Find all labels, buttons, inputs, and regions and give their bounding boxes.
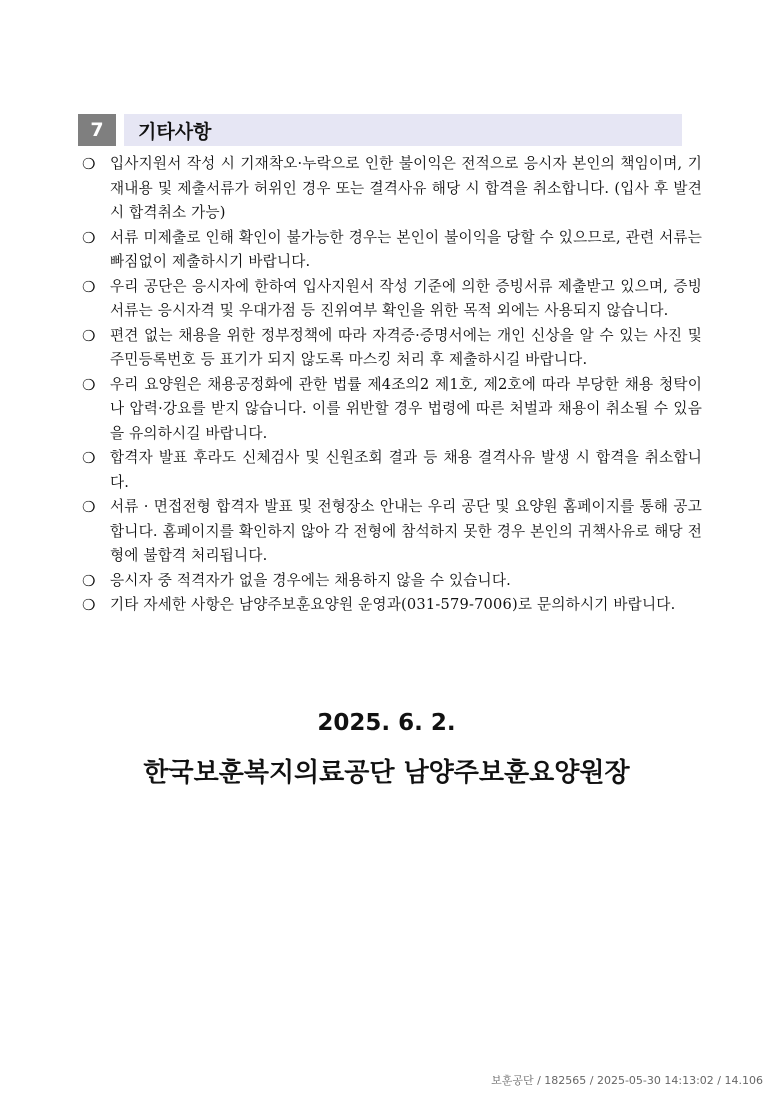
list-item-text: 입사지원서 작성 시 기재착오·누락으로 인한 불이익은 전적으로 응시자 본인의 책임이며, 기재내용 및 제출서류가 허위인 경우 또는 결격사유 해당 시 합격을 취소합니다. (입사 후 발견 시 합격취소 가능) bbox=[110, 155, 702, 221]
list-item bbox=[82, 324, 702, 373]
circle-bullet-icon: ❍ bbox=[82, 449, 96, 467]
list-item bbox=[82, 446, 702, 495]
list-item bbox=[82, 275, 702, 324]
section-divider bbox=[116, 114, 124, 146]
list-item-text: 응시자 중 적격자가 없을 경우에는 채용하지 않을 수 있습니다. bbox=[110, 571, 511, 589]
list-item bbox=[82, 373, 702, 447]
list-item bbox=[82, 593, 702, 618]
notice-list bbox=[82, 152, 702, 618]
section-title: 기타사항 bbox=[138, 120, 212, 143]
circle-bullet-icon: ❍ bbox=[82, 596, 96, 614]
list-item bbox=[82, 152, 702, 226]
circle-bullet-icon: ❍ bbox=[82, 571, 96, 590]
section-header bbox=[78, 114, 682, 146]
section-number: 7 bbox=[78, 114, 116, 146]
circle-bullet-icon: ❍ bbox=[82, 498, 96, 516]
list-item bbox=[82, 569, 702, 594]
list-item-text: 기타 자세한 사항은 남양주보훈요양원 운영과(031-579-7006)로 문의하시기 바랍니다. bbox=[110, 596, 676, 613]
list-item-text: 편견 없는 채용을 위한 정부정책에 따라 자격증·증명서에는 개인 신상을 알 수 있는 사진 및 주민등록번호 등 표기가 되지 않도록 마스킹 처리 후 제출하시길 바랍니다. bbox=[110, 326, 702, 368]
circle-bullet-icon: ❍ bbox=[82, 228, 96, 247]
list-item bbox=[82, 495, 702, 569]
circle-bullet-icon: ❍ bbox=[82, 155, 96, 173]
circle-bullet-icon: ❍ bbox=[82, 326, 96, 345]
list-item-text: 서류 · 면접전형 합격자 발표 및 전형장소 안내는 우리 공단 및 요양원 홈페이지를 통해 공고합니다. 홈페이지를 확인하지 않아 각 전형에 참석하지 못한 경우 본인의 귀책사유로 해당 전형에 불합격 처리됩니다. bbox=[110, 498, 702, 564]
list-item-text: 서류 미제출로 인해 확인이 불가능한 경우는 본인이 불이익을 당할 수 있으므로, 관련 서류는 빠짐없이 제출하시기 바랍니다. bbox=[110, 228, 702, 270]
list-item-text: 합격자 발표 후라도 신체검사 및 신원조회 결과 등 채용 결격사유 발생 시 합격을 취소합니다. bbox=[110, 449, 702, 491]
list-item bbox=[82, 226, 702, 275]
list-item-text: 우리 요양원은 채용공정화에 관한 법률 제4조의2 제1호, 제2호에 따라 부당한 채용 청탁이나 압력·강요를 받지 않습니다. 이를 위반할 경우 법령에 따른 처벌과 채용이 취소될 수 있음을 유의하시길 바랍니다. bbox=[110, 375, 702, 442]
list-item-text: 우리 공단은 응시자에 한하여 입사지원서 작성 기준에 의한 증빙서류 제출받고 있으며, 증빙서류는 응시자격 및 우대가점 등 진위여부 확인을 위한 목적 외에는 사용되지 않습니다. bbox=[110, 277, 702, 319]
issuing-organization: 한국보훈복지의료공단 남양주보훈요양원장 bbox=[143, 758, 630, 788]
circle-bullet-icon: ❍ bbox=[82, 277, 96, 296]
circle-bullet-icon: ❍ bbox=[82, 375, 96, 394]
announcement-date: 2025. 6. 2. bbox=[317, 710, 456, 736]
document-footer-stamp: 보훈공단 / 182565 / 2025-05-30 14:13:02 / 14.106 bbox=[491, 1074, 763, 1087]
section-title-bar bbox=[124, 114, 682, 146]
